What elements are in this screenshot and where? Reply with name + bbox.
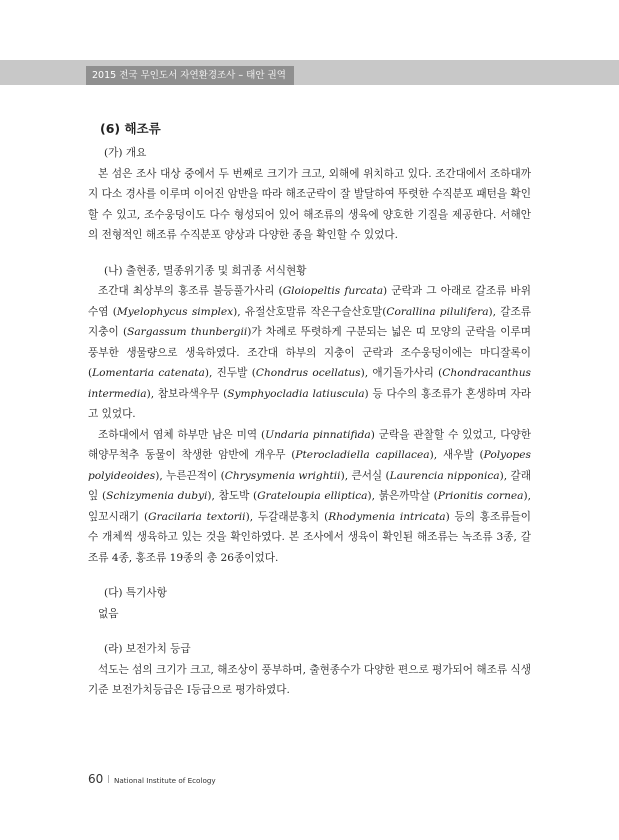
text-run: ), 참보라색우무 (	[146, 387, 228, 400]
footer-separator: |	[107, 774, 110, 783]
scientific-name: Chondrus ocellatus	[255, 367, 361, 379]
grade-heading: (라) 보전가치 등급	[104, 643, 191, 655]
text-run: )가 차례로 뚜렷하게 구분되는 넓은 띠 모양의 군락을 이루며 풍부한 생물량으로 생육하였다. 조간대 하부의 지충이 군락과 조수웅덩이에는 마디잘록이 (	[88, 326, 531, 379]
scientific-name: Grateloupia elliptica	[257, 490, 368, 502]
text-run: ), 진두발 (	[204, 367, 256, 379]
text-run: ), 애기돌가사리 (	[360, 367, 443, 379]
scientific-name: Gracilaria textorii	[148, 510, 246, 523]
notes-heading: (다) 특기사항	[104, 587, 167, 599]
text-run: ), 참도박 (	[207, 490, 258, 502]
text-run: ), 큰서실 (	[340, 469, 390, 482]
page-footer	[88, 772, 216, 786]
scientific-name: Chrysymenia wrightii	[224, 469, 341, 482]
scientific-name: Schizymenia dubyi	[106, 490, 208, 502]
overview-heading: (가) 개요	[104, 147, 147, 159]
body-content	[88, 143, 531, 701]
page-number: 60	[88, 772, 104, 786]
scientific-name: Pterocladiella capillacea	[295, 449, 430, 461]
scientific-name: Symphyocladia latiuscula	[227, 387, 365, 400]
text-run: 조하대에서 염체 하부만 남은 미역 (	[98, 428, 266, 441]
scientific-name: Lomentaria catenata	[92, 367, 205, 379]
scientific-name: Undaria pinnatifida	[265, 428, 371, 441]
species-paragraph-2	[88, 425, 531, 569]
text-run: ), 새우발 (	[429, 449, 484, 461]
scientific-name: Sargassum thunbergii	[127, 326, 248, 338]
text-run: ), 갈조류 지충이 (	[88, 305, 532, 338]
text-run: ), 두갈래분홍치 (	[245, 510, 329, 523]
text-run: ), 유절산호말류 작은구슬산호말(	[233, 305, 387, 318]
species-heading: (나) 출현종, 멸종위기종 및 희귀종 서식현황	[104, 264, 307, 277]
running-header: 2015 전국 무인도서 자연환경조사 – 태안 권역	[86, 66, 294, 85]
text-run: ), 누른끈적이 (	[155, 469, 225, 482]
scientific-name: Myelophycus simplex	[116, 305, 234, 318]
scientific-name: Rhodymenia intricata	[328, 510, 446, 523]
section-title: (6) 해조류	[100, 121, 161, 136]
text-run: ) 군락을 관찰할 수 있었고, 다양한 해양무척추 동물이 착생한 암반에 개우무 (	[88, 428, 531, 461]
text-run: ), 갈래잎 (	[88, 469, 531, 502]
notes-paragraph: 없음	[98, 607, 119, 620]
scientific-name: Laurencia nipponica	[389, 469, 500, 482]
scientific-name: Prionitis cornea	[437, 490, 524, 502]
text-run: ) 군락과 그 아래로 갈조류 바위수염 (	[88, 285, 531, 318]
text-run: ), 잎꼬시래기 (	[88, 490, 532, 523]
text-run: ) 등의 홍조류들이 수 개체씩 생육하고 있는 것을 확인하였다. 본 조사에서 생육이 확인된 해조류는 녹조류 3종, 갈조류 4종, 홍조류 19종의 총 26종이었다.	[88, 510, 531, 564]
scientific-name: Chondracanthus intermedia	[88, 367, 531, 400]
scientific-name: Corallina pilulifera	[386, 305, 489, 318]
text-run: ) 등 다수의 홍조류가 혼생하며 자라고 있었다.	[88, 387, 531, 420]
species-paragraph-1	[88, 281, 531, 425]
text-run: 조간대 최상부의 홍조류 불등풀가사리 (	[98, 285, 283, 297]
institute-name: National Institute of Ecology	[113, 776, 216, 785]
scientific-name: Polyopes polyideoides	[88, 449, 531, 482]
scientific-name: Gloiopeltis furcata	[282, 285, 384, 297]
overview-paragraph: 본 섬은 조사 대상 중에서 두 번째로 크기가 크고, 외해에 위치하고 있다. 조간대에서 조하대까지 다소 경사를 이루며 이어진 암반을 따라 해조군락이 잘 발달하여 뚜렷한 수직분포 패턴을 확인할 수 있고, 조수웅덩이도 다수 형성되어 있어 해조류의 생육에 양호한 기질을 제공한다. 서해안의 전형적인 해조류 수직분포 양상과 다양한 종을 확인할 수 있었다.	[88, 167, 531, 241]
text-run: ), 붉은까막살 (	[367, 490, 438, 502]
grade-paragraph: 석도는 섬의 크기가 크고, 해조상이 풍부하며, 출현종수가 다양한 편으로 평가되어 해조류 식생기준 보전가치등급은 Ⅰ등급으로 평가하였다.	[88, 663, 531, 696]
